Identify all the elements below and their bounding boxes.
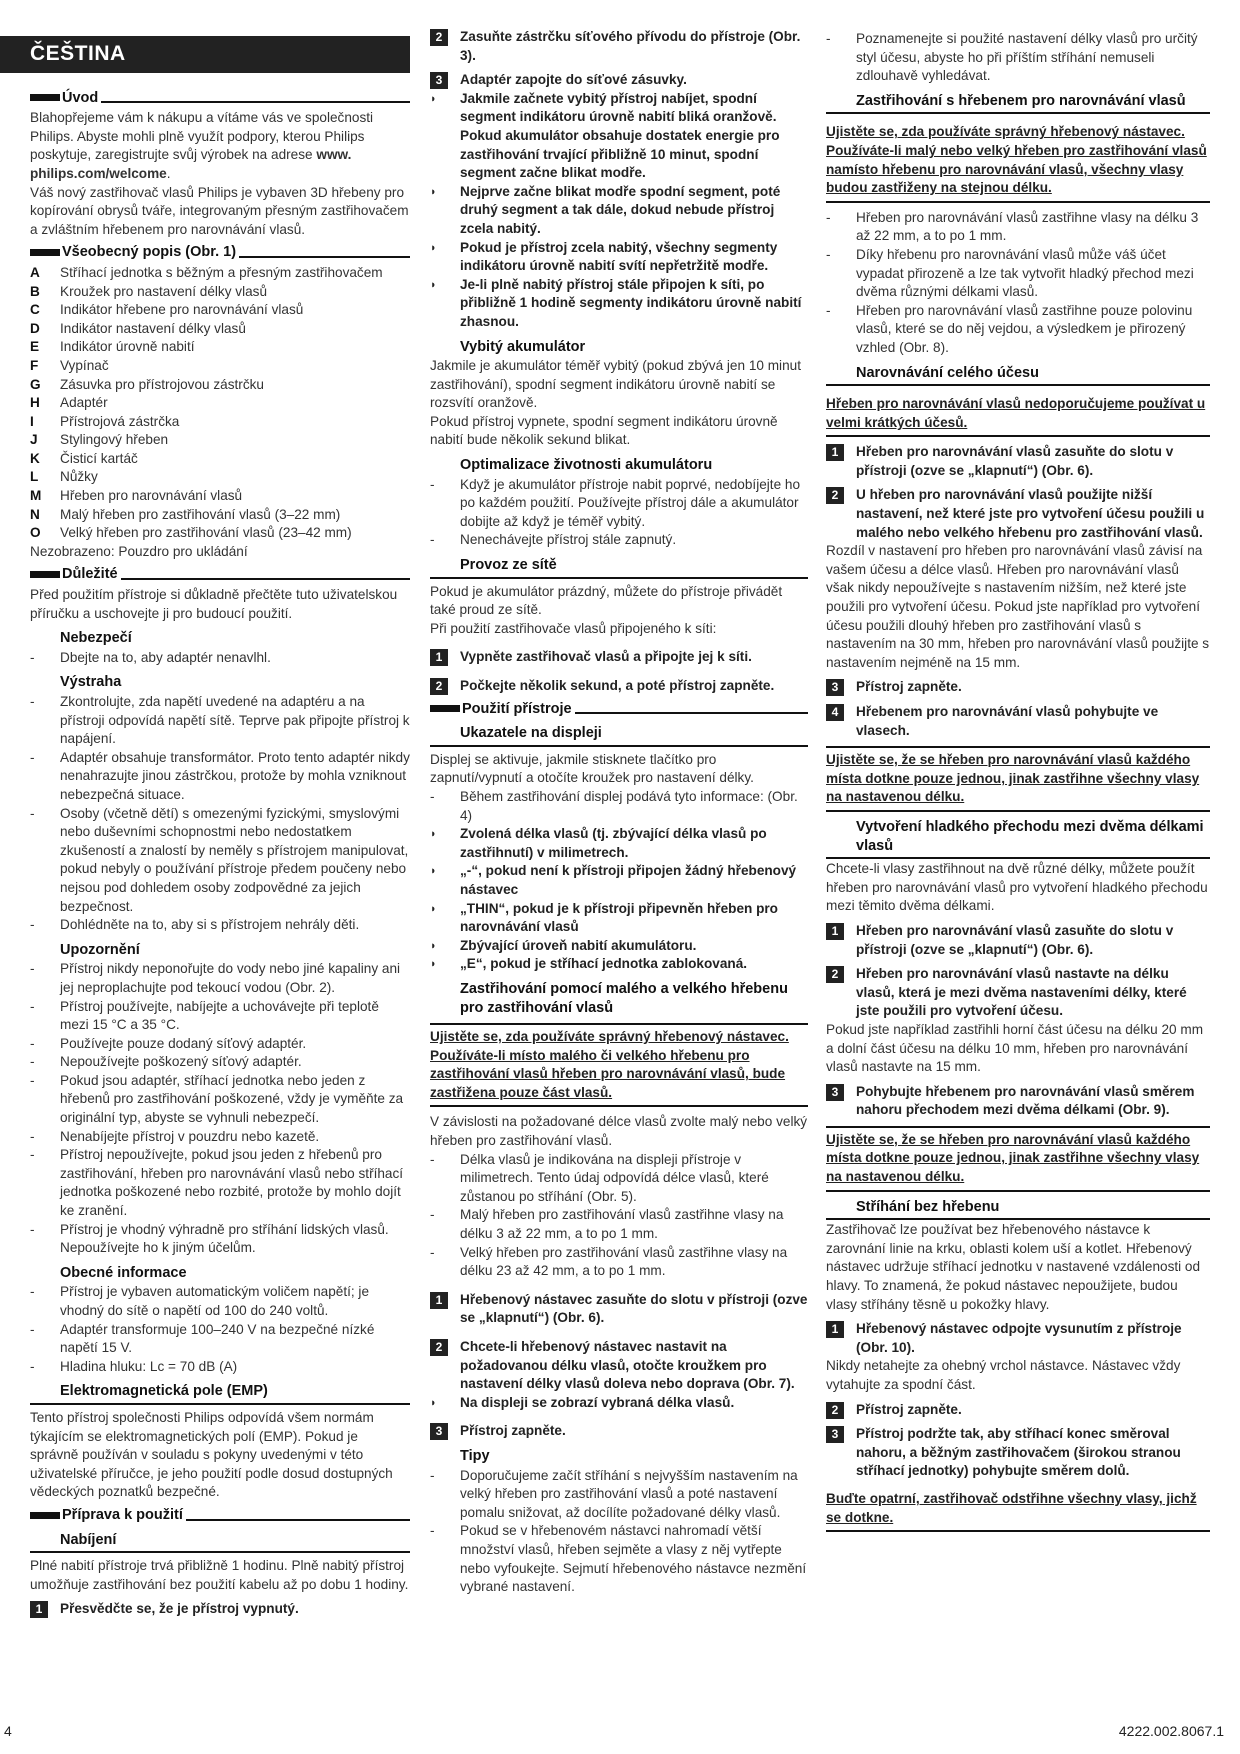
step-item: 1 Hřebenový nástavec odpojte vysunutím z přístroje (Obr. 10).: [826, 1320, 1210, 1357]
language-title: ČEŠTINA: [0, 36, 410, 73]
description-item: O Velký hřeben pro zastřihování vlasů (23–42 mm): [30, 525, 352, 541]
dash-item: - Když je akumulátor přístroje nabit poprvé, nedobíjejte ho po každém použití. Používejte přístroj dále a akumulátor dobijte až když je téměř vybitý.: [430, 476, 801, 529]
register-url[interactable]: www. philips.com/welcome: [30, 147, 352, 181]
prechod-paragraph: Chcete-li vlasy zastřihnout na dvě různé délky, můžete použít hřeben pro narovnávání vlasů pro vytvoření hladkého přechodu mezi těmito dvěma délkami.: [826, 861, 1208, 914]
dash-item: - Adaptér obsahuje transformátor. Proto tento adaptér nikdy nenahrazujte jinou zástrčkou, protože by mohla vzniknout nebezpečná situace.: [30, 749, 410, 802]
description-item: C Indikátor hřebene pro narovnávání vlasů: [30, 302, 304, 318]
tri-item: ◗ Nejprve začne blikat modře spodní segment, poté druhý segment a tak dále, dokud nebude přístroj zcela nabitý.: [430, 183, 781, 236]
dash-item: - Malý hřeben pro zastřihování vlasů zastřihne vlasy na délku 3 až 22 mm, a to po 1 mm.: [430, 1207, 784, 1242]
tri-item: ◗ „E“, pokud je stříhací jednotka zablokovaná.: [430, 956, 748, 972]
emp-paragraph: Tento přístroj společnosti Philips odpovídá všem normám týkajícím se elektromagnetických polí (EMP). Pokud je správně používán v souladu s pokyny uvedenými v této uživatelské příručce, je jeho použití podle dosud dostupných vědeckých poznatků bezpečné.: [30, 1409, 393, 1500]
subheading-upozorneni: Upozornění: [60, 941, 140, 958]
subheading-obecne: Obecné informace: [60, 1264, 187, 1281]
step-item: 3 Přístroj podržte tak, aby stříhací konec směroval nahoru, a běžným zastřihovačem (širokou stranou stříhací jednotky) pohybujte směrem dolů.: [826, 1425, 1210, 1481]
dash-item: - Velký hřeben pro zastřihování vlasů zastřihne vlasy na délku 23 až 42 mm, a to po 1 mm.: [430, 1244, 788, 1279]
step-item: 2 U hřeben pro narovnávání vlasů použijte nižší nastavení, než které jste pro vytvoření účesu použili u malého nebo velkého hřebenu pro zastřihování vlasů.: [826, 486, 1210, 542]
dash-item: - Používejte pouze dodaný síťový adaptér.: [30, 1035, 307, 1051]
subheading-vystraha: Výstraha: [60, 674, 122, 691]
charging-indicator-list: [430, 90, 808, 332]
subheading-cely-uces: Narovnávání celého účesu: [826, 364, 1210, 387]
vybity-paragraph: Jakmile je akumulátor téměř vybitý (pokud zbývá jen 10 minut zastřihování), spodní segment indikátoru úrovně nabití se rozsvítí oranžově.: [430, 358, 801, 411]
document-code: 4222.002.8067.1: [1118, 1723, 1224, 1739]
note-box: Buďte opatrní, zastřihovač odstřihne všechny vlasy, jichž se dotkne.: [826, 1487, 1210, 1532]
dash-item: - Díky hřebenu pro narovnávání vlasů může váš účet vypadat přirozeně a lze tak vytvořit hladký přechod mezi dvěma různými délkami vlasů.: [826, 246, 1194, 300]
general-list: [30, 1283, 410, 1376]
column-2: [430, 29, 808, 1597]
description-item: J Stylingový hřeben: [30, 432, 169, 448]
dash-item: - Nenechávejte přístroj stále zapnutý.: [430, 532, 677, 548]
tri-item: ◗ Jakmile začnete vybitý přístroj nabíjet, spodní segment indikátoru úrovně nabití bliká oranžově. Pokud akumulátor obsahuje dostatek energie pro zastřihování trvající přibližně 10 minut, spodní segment začne blikat modře.: [430, 90, 780, 181]
dash-item: - Poznamenejte si použité nastavení délky vlasů pro určitý styl účesu, abyste ho při příštím stříhání nemuseli zdlouhavě vyhledávat.: [826, 31, 1198, 84]
subheading-zastrihovani: Zastřihování pomocí malého a velkého hřebenu pro zastřihování vlasů: [460, 980, 788, 1016]
dash-item: - Pokud jsou adaptér, stříhací jednotka nebo jeden z hřebenů pro zastřihování poškozené, vždy je vyměňte za originální typ, abyste se vyhnuli nebezpečí.: [30, 1072, 404, 1126]
description-list: [30, 264, 410, 543]
step-item: 1 Hřebenový nástavec zasuňte do slotu v přístroji (ozve se „klapnutí“) (Obr. 6).: [430, 1291, 808, 1328]
dash-item: - Nenabíjejte přístroj v pouzdru nebo kazetě.: [30, 1128, 320, 1144]
subheading-bez-hrebenu: Stříhání bez hřebenu: [826, 1198, 1210, 1221]
dash-item: - Pokud se v hřebenovém nástavci nahromadí větší množství vlasů, hřeben sejměte a vlasy z něj vytřepte nebo vyfoukejte. Sejmutí hřebenového nástavce nezmění vybrané nastavení.: [430, 1523, 807, 1595]
dash-item: - Hřeben pro narovnávání vlasů zastřihne vlasy na délku 3 až 22 mm, a to po 1 mm.: [826, 209, 1199, 244]
step-item: 3 Adaptér zapojte do síťové zásuvky.: [430, 71, 808, 90]
subheading-nebezpeci: Nebezpečí: [60, 630, 132, 647]
subheading-prechod: Vytvoření hladkého přechodu mezi dvěma délkami vlasů: [826, 818, 1210, 859]
display-indicator-list: [430, 825, 808, 974]
section-heading-priprava: Příprava k použití: [30, 1506, 410, 1525]
dash-item: - Přístroj nepoužívejte, pokud jsou jeden z hřebenů pro zastřihování, hřeben pro narovnávání vlasů nebo stříhací jednotka poškozené nebo rozbité, protože by mohlo dojít ke zranění.: [30, 1147, 404, 1219]
subheading-emp: Elektromagnetická pole (EMP): [30, 1382, 410, 1405]
section-heading-popis: Všeobecný popis (Obr. 1): [30, 243, 410, 262]
dash-item: - Adaptér transformuje 100–240 V na bezpečné nízké napětí 15 V.: [30, 1321, 375, 1356]
description-item: M Hřeben pro narovnávání vlasů: [30, 488, 243, 504]
straightening-list: [826, 209, 1210, 358]
bez-hrebenu-paragraph: Zastřihovač lze používat bez hřebenového nástavce k zarovnání linie na krku, oblasti kolem uší a kotlet. Hřebenový nástavec udržuje stříhací jednotku v nastavené vzdálenosti od hlavy. To znamená, že pokud nástavec nepoužijete, budou vlasy stříhány těsně u pokožky hlavy.: [826, 1222, 1201, 1312]
description-item: K Čisticí kartáč: [30, 450, 138, 466]
step-item: 2 Zasuňte zástrčku síťového přívodu do přístroje (Obr. 3).: [430, 28, 808, 65]
subheading-nabijeni: Nabíjení: [30, 1531, 410, 1554]
dash-item: - Doporučujeme začít stříhání s nejvyšším nastavením na velký hřeben pro zastřihování vlasů a poté nastavení pomalu snižovat, až docílíte požadované délky vlasů.: [430, 1467, 798, 1520]
subheading-optimalizace: Optimalizace životnosti akumulátoru: [460, 457, 713, 474]
step-item: 2 Chcete-li hřebenový nástavec nastavit na požadovanou délku vlasů, otočte kroužkem pro nastavení délky vlasů doleva nebo doprava (Obr. 7).: [430, 1338, 808, 1394]
description-item: E Indikátor úrovně nabití: [30, 339, 195, 355]
tri-item: ◗ Zbývající úroveň nabití akumulátoru.: [430, 937, 697, 953]
subheading-tipy: Tipy: [460, 1447, 490, 1464]
warning-list: [30, 693, 410, 935]
dash-item: - Zkontrolujte, zda napětí uvedené na adaptéru a na přístroji odpovídá napětí sítě. Teprve pak připojte přístroj k napájení.: [30, 694, 410, 747]
tips-list: [430, 1467, 808, 1597]
nabijeni-paragraph: Plné nabití přístroje trvá přibližně 1 hodinu. Plně nabitý přístroj umožňuje zastřihování bez použití kabelu až po dobu 1 hodiny.: [30, 1558, 409, 1592]
description-item: F Vypínač: [30, 357, 109, 373]
zastrihovani-paragraph: V závislosti na požadované délce vlasů zvolte malý nebo velký hřeben pro zastřihování vlasů.: [430, 1114, 808, 1149]
dash-item: - Nepoužívejte poškozený síťový adaptér.: [30, 1054, 302, 1070]
cely-uces-paragraph: Rozdíl v nastavení pro hřeben pro narovnávání vlasů závisí na vašem účesu a délce vlasů. Hřeben pro narovnávání vlasů však nikdy nepoužívejte s nastavením nižším, než které jste použili pro vytvoření účesu. Pokud jste například pro vytvoření účesu použili dlouhý hřeben pro zastřihování vlasů s nastavením na 30 mm, hřeben pro narovnávání vlasů použijte s nastavením nejméně na 15 mm.: [826, 543, 1210, 670]
description-item: G Zásuvka pro přístrojovou zástrčku: [30, 376, 264, 392]
tri-item: ◗ „THIN“, pokud je k přístroji připevněn hřeben pro narovnávání vlasů: [430, 900, 778, 935]
description-item: H Adaptér: [30, 395, 108, 411]
dash-item: - Hladina hluku: Lc = 70 dB (A): [30, 1358, 238, 1374]
dash-item: - Během zastřihování displej podává tyto informace: (Obr. 4): [430, 788, 798, 823]
description-item: I Přístrojová zástrčka: [30, 413, 180, 429]
dash-item: - Osoby (včetně dětí) s omezenými fyzickými, smyslovými nebo duševními schopnostmi nebo nedostatkem zkušeností a znalostí by neměly s přístrojem manipulovat, pokud nebyly o používání přístroje předem poučeny nebo nejsou pod dohledem osoby zodpovědné za jejich bezpečnost.: [30, 805, 409, 914]
step-item: 3 Přístroj zapněte.: [430, 1422, 808, 1441]
step-item: 3 Přístroj zapněte.: [826, 678, 1210, 697]
tri-item: ◗ Na displeji se zobrazí vybraná délka vlasů.: [430, 1394, 735, 1410]
dash-item: - Přístroj používejte, nabíjejte a uchovávejte při teplotě mezi 15 °C a 35 °C.: [30, 998, 379, 1033]
uvod-paragraph: Blahopřejeme vám k nákupu a vítáme vás ve společnosti Philips. Abyste mohli plně využít podpory, kterou Philips poskytuje, zaregistrujte svůj výrobek na adrese www. philips.com/welcome.: [30, 110, 374, 181]
note-box: Ujistěte se, zda používáte správný hřebenový nástavec. Používáte-li místo malého či velkého hřebenu pro zastřihování vlasů hřeben pro narovnávání vlasů, bude zastřižena pouze část vlasů.: [430, 1023, 808, 1107]
section-heading-pouziti: Použití přístroje: [430, 700, 808, 719]
description-item: A Stříhací jednotka s běžným a přesným zastřihovačem: [30, 264, 383, 280]
section-heading-uvod: Úvod: [30, 89, 410, 108]
step-item: 1 Přesvědčte se, že je přístroj vypnutý.: [30, 1600, 410, 1619]
description-item: D Indikátor nastavení délky vlasů: [30, 320, 246, 336]
dash-item: - Přístroj nikdy neponořujte do vody nebo jiné kapaliny ani jej neproplachujte pod tekoucí vodou (Obr. 2).: [30, 961, 401, 995]
dulezite-paragraph: Před použitím přístroje si důkladně přečtěte tuto uživatelskou příručku a uschovejte ji pro budoucí použití.: [30, 587, 398, 621]
description-item: N Malý hřeben pro zastřihování vlasů (3–22 mm): [30, 506, 341, 522]
uvod-paragraph-2: Váš nový zastřihovač vlasů Philips je vybaven 3D hřebeny pro kopírování obrysů tváře, integrovaným přesným zastřihovačem a zvláštním hřebenem pro narovnávání vlasů.: [30, 184, 409, 237]
tri-item: ◗ Zvolená délka vlasů (tj. zbývající délka vlasů po zastřihnutí) v milimetrech.: [430, 826, 767, 860]
provoz-paragraph-2: Při použití zastřihovače vlasů připojeného k síti:: [430, 620, 717, 636]
tri-item: ◗ „-“, pokud není k přístroji připojen žádný hřebenový nástavec: [430, 863, 797, 897]
bez-hrebenu-paragraph-2: Nikdy netahejte za ohebný vrchol nástavce. Nástavec vždy vytahujte za spodní část.: [826, 1358, 1181, 1392]
danger-list: [30, 649, 410, 668]
column-1: [30, 34, 410, 1619]
dash-item: - Přístroj je vhodný výhradně pro stříhání lidských vlasů. Nepoužívejte ho k jiným účelům.: [30, 1221, 389, 1256]
step-item: 1 Vypněte zastřihovač vlasů a připojte jej k síti.: [430, 648, 808, 667]
tri-item: ◗ Pokud je přístroj zcela nabitý, všechny segmenty indikátoru úrovně nabití svítí nepřetržitě modře.: [430, 239, 778, 274]
prechod-paragraph-2: Pokud jste například zastřihli horní část účesu na délku 20 mm a dolní část účesu na délku 10 mm, hřeben pro narovnávání vlasů nastavte na 15 mm.: [826, 1021, 1204, 1075]
step-item: 1 Hřeben pro narovnávání vlasů zasuňte do slotu v přístroji (ozve se „klapnutí“) (Obr. 6).: [826, 922, 1210, 959]
subheading-ukazatele: Ukazatele na displeji: [430, 724, 808, 747]
optimization-list: [430, 476, 808, 550]
not-shown-note: Nezobrazeno: Pouzdro pro ukládání: [30, 543, 248, 559]
dash-item: - Přístroj je vybaven automatickým voličem napětí; je vhodný do sítě o napětí od 100 do 240 voltů.: [30, 1284, 370, 1318]
description-item: L Nůžky: [30, 469, 98, 485]
step-item: 3 Pohybujte hřebenem pro narovnávání vlasů směrem nahoru přechodem mezi dvěma délkami (Obr. 9).: [826, 1083, 1210, 1120]
step-item: 2 Hřeben pro narovnávání vlasů nastavte na délku vlasů, která je mezi dvěma nastaveními délky, které jste použili pro vytvoření účesu.: [826, 965, 1210, 1021]
caution-list: [30, 960, 410, 1258]
column-3: [826, 31, 1210, 1538]
vybity-paragraph-2: Pokud přístroj vypnete, spodní segment indikátoru úrovně nabití bude několik sekund blikat.: [430, 413, 778, 448]
note-box: Ujistěte se, že se hřeben pro narovnávání vlasů každého místa dotkne pouze jednou, jinak zastřihne všechny vlasy na nastavenou délku.: [826, 1126, 1210, 1192]
page-number: 4: [4, 1723, 12, 1739]
step-item: 2 Přístroj zapněte.: [826, 1401, 1210, 1420]
subheading-vybity: Vybitý akumulátor: [460, 338, 586, 355]
ukazatele-paragraph: Displej se aktivuje, jakmile stisknete tlačítko pro zapnutí/vypnutí a otočíte kroužek pro nastavení délky.: [430, 751, 754, 786]
subheading-provoz: Provoz ze sítě: [430, 556, 808, 579]
section-heading-dulezite: Důležité: [30, 565, 410, 584]
dash-item: - Dbejte na to, aby adaptér nenavlhl.: [30, 649, 271, 665]
note-box: Hřeben pro narovnávání vlasů nedoporučujeme používat u velmi krátkých účesů.: [826, 392, 1210, 437]
description-item: B Kroužek pro nastavení délky vlasů: [30, 283, 268, 299]
note-box: Ujistěte se, že se hřeben pro narovnávání vlasů každého místa dotkne pouze jednou, jinak zastřihne všechny vlasy na nastavenou délku.: [826, 746, 1210, 812]
note-box: Ujistěte se, zda používáte správný hřebenový nástavec. Používáte-li malý nebo velký hřeben pro zastřihování vlasů namísto hřebenu pro narovnávání vlasů, všechny vlasy budou zastřiženy na stejnou délku.: [826, 120, 1210, 202]
provoz-paragraph: Pokud je akumulátor prázdný, můžete do přístroje přivádět také proud ze sítě.: [430, 583, 783, 618]
step-item: 2 Počkejte několik sekund, a poté přístroj zapněte.: [430, 677, 808, 696]
comb-length-list: [430, 1151, 808, 1281]
dash-item: - Dohlédněte na to, aby si s přístrojem nehrály děti.: [30, 917, 360, 933]
tri-item: ◗ Je-li plně nabitý přístroj stále připojen k síti, po přibližně 1 hodině segmenty indikátoru úrovně nabití zhasnou.: [430, 276, 802, 329]
step-item: 4 Hřebenem pro narovnávání vlasů pohybujte ve vlasech.: [826, 703, 1210, 740]
dash-item: - Hřeben pro narovnávání vlasů zastřihne pouze polovinu vlasů, které se do něj vejdou, a výsledkem je přirozený vzhled (Obr. 8).: [826, 302, 1193, 355]
subheading-narovnavani: Zastřihování s hřebenem pro narovnávání vlasů: [826, 92, 1210, 115]
step-item: 1 Hřeben pro narovnávání vlasů zasuňte do slotu v přístroji (ozve se „klapnutí“) (Obr. 6).: [826, 443, 1210, 480]
dash-item: - Délka vlasů je indikována na displeji přístroje v milimetrech. Tento údaj odpovídá délce vlasů, které zůstanou po stříhání (Obr. 5).: [430, 1151, 769, 1204]
